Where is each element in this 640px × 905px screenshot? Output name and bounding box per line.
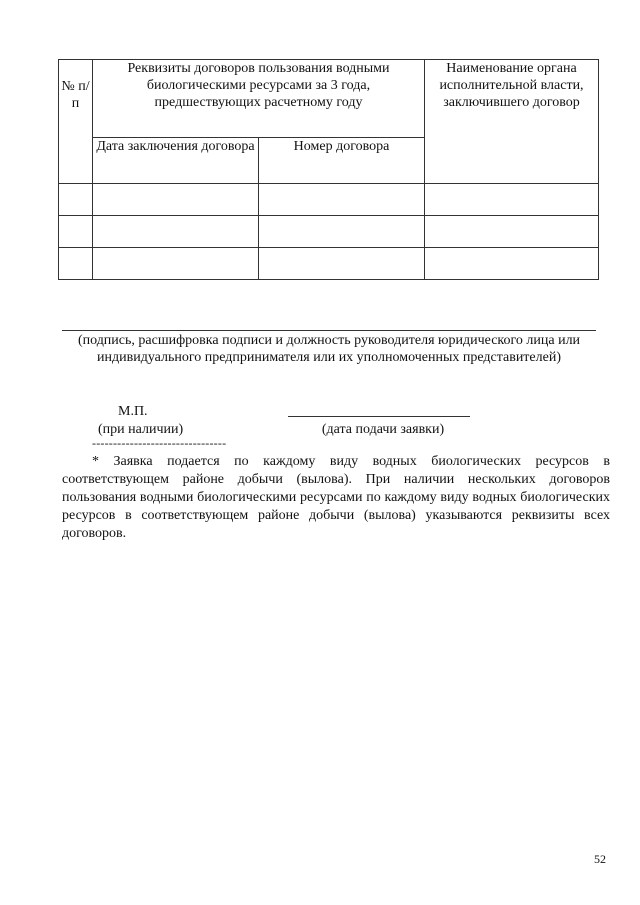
contracts-table xyxy=(58,59,599,280)
table-row xyxy=(59,216,599,248)
header-organization: Наименование органа исполнительной власти, заключившего договор xyxy=(425,60,599,184)
subheader-number: Номер договора xyxy=(259,138,425,184)
cell-num xyxy=(59,248,93,280)
stamp-label: М.П. xyxy=(118,404,148,419)
header-requisites: Реквизиты договоров пользования водными биологическими ресурсами за 3 года, предшествующих расчетному году xyxy=(93,60,425,138)
cell-num xyxy=(59,216,93,248)
cell-date xyxy=(93,248,259,280)
cell-number xyxy=(259,216,425,248)
cell-date xyxy=(93,216,259,248)
cell-org xyxy=(425,216,599,248)
cell-org xyxy=(425,248,599,280)
table-row xyxy=(59,184,599,216)
cell-number xyxy=(259,184,425,216)
table-header-row xyxy=(59,60,599,138)
cell-num xyxy=(59,184,93,216)
cell-org xyxy=(425,184,599,216)
page-number: 52 xyxy=(594,852,606,866)
signature-line xyxy=(62,330,596,331)
table-row xyxy=(59,248,599,280)
footnote-separator: -------------------------------- xyxy=(92,436,227,450)
signature-caption: (подпись, расшифровка подписи и должность руководителя юридического лица или индивидуального предпринимателя или их уполномоченных представителей) xyxy=(77,333,581,365)
cell-number xyxy=(259,248,425,280)
footnote-text: * Заявка подается по каждому виду водных биологических ресурсов в соответствующем районе добычи (вылова). При наличии нескольких договоров пользования водными биологическими ресурсами по каждому виду водных биологических ресурсов в соответствующем районе добычи (вылова) указываются реквизиты всех договоров. xyxy=(62,454,610,541)
date-line xyxy=(288,416,470,417)
header-num: № п/п xyxy=(59,60,93,184)
date-caption: (дата подачи заявки) xyxy=(321,422,445,437)
subheader-date: Дата заключения договора xyxy=(93,138,259,184)
stamp-note: (при наличии) xyxy=(98,422,184,437)
cell-date xyxy=(93,184,259,216)
